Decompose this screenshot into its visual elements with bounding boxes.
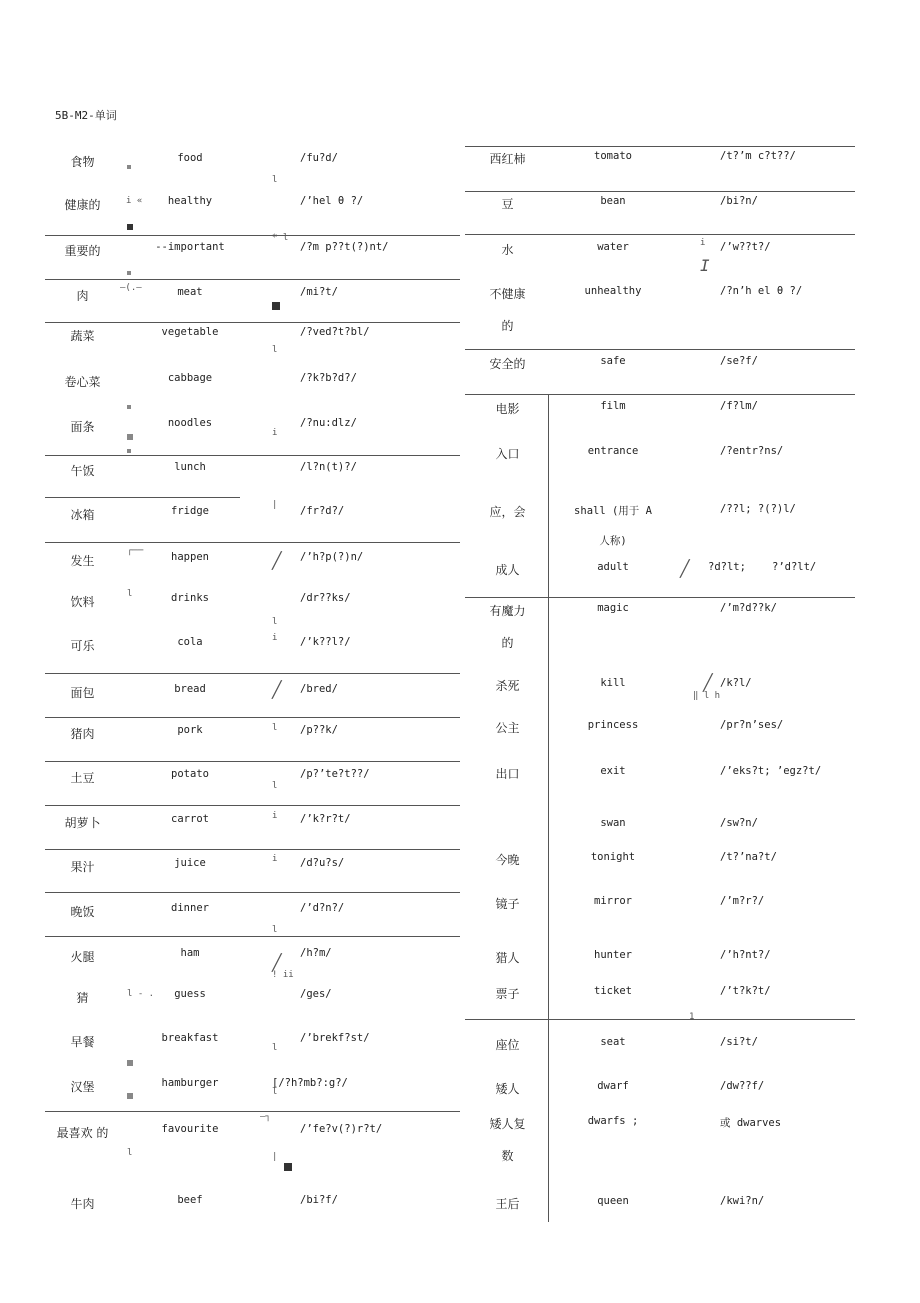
scan-mark: l: [272, 175, 278, 185]
vocab-phonetic: /fu?d/: [300, 152, 338, 164]
scan-mark: l: [272, 781, 278, 791]
vocab-chinese: 杀死: [495, 679, 520, 693]
vocab-chinese: 胡萝卜: [64, 816, 101, 830]
vocab-english: seat: [600, 1036, 626, 1048]
divider: [548, 597, 549, 1222]
vocab-english: vegetable: [161, 326, 219, 338]
scan-mark: i «: [126, 196, 143, 206]
vocab-english: unhealthy: [584, 285, 642, 297]
scan-mark: l - .: [127, 989, 155, 999]
vocab-phonetic: /’k?r?t/: [300, 813, 351, 825]
vocab-phonetic: /bi?n/: [720, 195, 758, 207]
scan-mark: i: [272, 854, 278, 864]
scan-mark: l: [272, 345, 278, 355]
vocab-chinese-cont: 的: [501, 636, 514, 650]
vocab-chinese: 果汁: [70, 860, 95, 874]
vocab-phonetic: /’hel θ ?/: [300, 195, 364, 207]
vocab-phonetic: /’h?p(?)n/: [300, 551, 364, 563]
vocab-chinese: 午饭: [70, 464, 95, 478]
divider: [45, 892, 460, 893]
vocab-english-cont: 人称): [599, 535, 627, 547]
scan-mark: [127, 224, 133, 230]
vocab-chinese: 有魔力: [489, 604, 526, 618]
scan-mark: [127, 1060, 133, 1066]
vocab-chinese: 猪肉: [70, 727, 95, 741]
vocab-english: potato: [171, 768, 209, 780]
vocab-phonetic: /d?u?s/: [300, 857, 345, 869]
divider: [45, 455, 460, 456]
divider: [465, 1019, 855, 1020]
vocab-chinese: 汉堡: [70, 1080, 95, 1094]
vocab-english: ham: [180, 947, 200, 959]
vocab-chinese: 成人: [495, 563, 520, 577]
scan-mark: [127, 271, 131, 275]
vocab-english: safe: [600, 355, 626, 367]
vocab-english: fridge: [171, 505, 209, 517]
vocab-chinese: 牛肉: [70, 1197, 95, 1211]
vocab-english: queen: [597, 1195, 629, 1207]
vocab-chinese: 应，会: [489, 505, 526, 519]
vocab-phonetic: /se?f/: [720, 355, 758, 367]
divider: [465, 146, 855, 147]
vocab-phonetic: /’k??l?/: [300, 636, 351, 648]
vocab-phonetic: /’m?d??k/: [720, 602, 777, 614]
scan-mark: l: [127, 1148, 133, 1158]
scan-mark: ‖ l h: [693, 691, 721, 701]
vocab-phonetic: /k?l/: [720, 677, 752, 689]
vocab-english: water: [597, 241, 629, 253]
vocab-chinese: 冰箱: [70, 508, 95, 522]
divider: [45, 235, 460, 236]
scan-mark: |: [272, 1152, 278, 1162]
vocab-phonetic: /mi?t/: [300, 286, 338, 298]
vocab-chinese: 发生: [70, 554, 95, 568]
vocab-phonetic: /?nu:dlz/: [300, 417, 357, 429]
vocab-phonetic: /?m p??t(?)nt/: [300, 241, 389, 253]
vocab-chinese-cont: 的: [501, 319, 514, 333]
vocab-chinese: 水: [501, 243, 514, 257]
vocab-phonetic: [/?h?mb?:g?/: [272, 1077, 348, 1089]
vocab-phonetic: /p?’te?t??/: [300, 768, 370, 780]
divider: [45, 761, 460, 762]
scan-mark: —(.—: [120, 283, 142, 293]
vocab-chinese-cont: 数: [501, 1149, 514, 1163]
scan-mark: * l: [272, 233, 289, 243]
vocab-english: carrot: [171, 813, 209, 825]
vocab-phonetic: /dr??ks/: [300, 592, 351, 604]
scan-mark: l: [127, 589, 133, 599]
vocab-english: drinks: [171, 592, 209, 604]
vocab-chinese: 重要的: [64, 244, 101, 258]
vocab-english: favourite: [161, 1123, 219, 1135]
scan-mark: [127, 405, 131, 409]
vocab-chinese: 矮人: [495, 1082, 520, 1096]
scan-mark: i: [700, 238, 706, 248]
vocab-chinese: 电影: [495, 402, 520, 416]
vocab-phonetic: /sw?n/: [720, 817, 758, 829]
scan-mark: ╱: [272, 680, 282, 699]
scan-mark: l: [272, 617, 278, 627]
vocab-phonetic: /ges/: [300, 988, 332, 1000]
divider: [45, 279, 460, 280]
vocab-phonetic: /’d?n?/: [300, 902, 345, 914]
divider: [45, 849, 460, 850]
vocab-chinese: 西红柿: [489, 152, 526, 166]
vocab-chinese: 面包: [70, 686, 95, 700]
scan-mark: ! ii: [272, 970, 294, 980]
vocab-phonetic: /’h?nt?/: [720, 949, 771, 961]
scan-mark: ╱: [272, 953, 282, 972]
vocab-english: magic: [597, 602, 629, 614]
vocab-english: happen: [171, 551, 209, 563]
vocab-phonetic: /??l; ?(?)l/: [720, 503, 796, 515]
page-title: 5B-M2-单词: [55, 109, 117, 122]
vocab-chinese: 面条: [70, 420, 95, 434]
vocab-chinese: 火腿: [70, 950, 95, 964]
vocab-english: adult: [597, 561, 629, 573]
vocab-phonetic: /si?t/: [720, 1036, 758, 1048]
vocab-english: tonight: [590, 851, 636, 863]
vocab-chinese: 王后: [495, 1197, 520, 1211]
vocab-phonetic: /dw??f/: [720, 1080, 765, 1092]
scan-mark: ┌──: [127, 546, 144, 556]
scan-mark: 1: [689, 1012, 695, 1022]
scan-mark: l: [272, 1087, 278, 1097]
vocab-english: food: [177, 152, 203, 164]
divider: [45, 322, 460, 323]
scan-mark: i: [272, 811, 278, 821]
scan-mark: [127, 165, 131, 169]
vocab-phonetic: /’t?k?t/: [720, 985, 771, 997]
vocab-chinese: 饮料: [70, 595, 95, 609]
vocab-chinese: 最喜欢 的: [56, 1126, 109, 1140]
vocab-english: swan: [600, 817, 626, 829]
vocab-phonetic: /?entr?ns/: [720, 445, 784, 457]
vocab-chinese: 猎人: [495, 951, 520, 965]
vocab-phonetic: /fr?d?/: [300, 505, 345, 517]
scan-mark: l: [272, 1043, 278, 1053]
vocab-chinese: 出口: [495, 767, 520, 781]
vocab-english: dinner: [171, 902, 209, 914]
vocab-english: exit: [600, 765, 626, 777]
scan-mark: i: [272, 633, 278, 643]
divider: [45, 936, 460, 937]
scan-mark: l: [272, 925, 278, 935]
vocab-phonetic: /?ved?t?bl/: [300, 326, 370, 338]
vocab-english: ticket: [594, 985, 632, 997]
vocab-chinese: 公主: [495, 721, 520, 735]
vocab-english: healthy: [167, 195, 213, 207]
scan-mark: ╱: [703, 673, 713, 692]
vocab-chinese: 食物: [70, 155, 95, 169]
vocab-english: cola: [177, 636, 203, 648]
scan-mark: |: [272, 500, 278, 510]
vocab-phonetic: /t?’na?t/: [720, 851, 777, 863]
vocab-phonetic: /bi?f/: [300, 1194, 338, 1206]
vocab-chinese: 安全的: [489, 357, 526, 371]
vocab-phonetic: /’fe?v(?)r?t/: [300, 1123, 383, 1135]
vocab-english: juice: [174, 857, 206, 869]
vocab-chinese: 可乐: [70, 639, 95, 653]
vocab-chinese: 镜子: [495, 897, 520, 911]
vocab-phonetic: /p??k/: [300, 724, 338, 736]
vocab-english: dwarf: [597, 1080, 629, 1092]
vocab-phonetic: /?n’h el θ ?/: [720, 285, 803, 297]
vocab-english: tomato: [594, 150, 632, 162]
vocab-english: princess: [587, 719, 639, 731]
vocab-chinese: 晚饭: [70, 905, 95, 919]
vocab-english: pork: [177, 724, 203, 736]
vocab-chinese: 蔬菜: [70, 329, 95, 343]
vocab-phonetic: /l?n(t)?/: [300, 461, 357, 473]
vocab-chinese: 票子: [495, 987, 520, 1001]
vocab-phonetic: /’w??t?/: [720, 241, 771, 253]
divider: [45, 805, 460, 806]
vocab-english: meat: [177, 286, 203, 298]
vocab-english: bread: [174, 683, 206, 695]
vocab-english: hamburger: [161, 1077, 219, 1089]
scan-mark: i: [272, 428, 278, 438]
vocab-phonetic: /kwi?n/: [720, 1195, 765, 1207]
vocab-english: lunch: [174, 461, 206, 473]
scan-mark: [127, 434, 133, 440]
vocab-english: shall (用于 A: [574, 505, 652, 517]
divider: [45, 542, 460, 543]
scan-mark: [127, 1093, 133, 1099]
vocab-phonetic: /f?lm/: [720, 400, 758, 412]
vocab-english: breakfast: [161, 1032, 219, 1044]
scan-mark: ╱: [272, 551, 282, 570]
scan-mark: [127, 449, 131, 453]
vocab-phonetic: /bred/: [300, 683, 338, 695]
divider: [45, 673, 460, 674]
vocab-english: beef: [177, 1194, 203, 1206]
vocab-chinese: 健康的: [64, 198, 101, 212]
vocab-chinese: 猜: [76, 991, 89, 1005]
divider: [465, 597, 855, 598]
divider: [465, 191, 855, 192]
vocab-chinese: 早餐: [70, 1035, 95, 1049]
vocab-chinese: 不健康: [489, 287, 526, 301]
vocab-phonetic: /?k?b?d?/: [300, 372, 357, 384]
vocab-phonetic: /’brekf?st/: [300, 1032, 370, 1044]
vocab-english: entrance: [587, 445, 639, 457]
divider: [465, 349, 855, 350]
scan-mark: —┐: [260, 1112, 271, 1122]
vocab-chinese: 入口: [495, 447, 520, 461]
scan-mark: l: [272, 723, 278, 733]
vocab-phonetic: /t?’m c?t??/: [720, 150, 796, 162]
vocab-phonetic: ?d?lt;: [708, 561, 746, 573]
scan-mark: [272, 302, 280, 310]
vocab-chinese: 豆: [501, 197, 514, 211]
vocab-phonetic: /’eks?t; ’egz?t/: [720, 765, 822, 777]
vocab-english: kill: [600, 677, 626, 689]
vocab-english: mirror: [594, 895, 632, 907]
scan-mark: ╱: [680, 559, 690, 578]
divider: [45, 497, 240, 498]
vocab-phonetic: /pr?n’ses/: [720, 719, 784, 731]
vocab-chinese: 卷心菜: [64, 375, 101, 389]
vocab-english: film: [600, 400, 626, 412]
vocab-english: cabbage: [167, 372, 213, 384]
vocab-chinese: 肉: [76, 289, 89, 303]
divider: [548, 394, 549, 597]
scan-mark: I: [700, 256, 710, 275]
vocab-english: --important: [155, 241, 225, 253]
vocab-english: noodles: [167, 417, 213, 429]
divider: [465, 234, 855, 235]
vocab-phonetic: /h?m/: [300, 947, 332, 959]
scan-mark: [284, 1163, 292, 1171]
vocab-phonetic: /’m?r?/: [720, 895, 765, 907]
vocab-english: dwarfs ;: [587, 1115, 639, 1127]
vocab-phonetic: 或 dwarves: [720, 1117, 782, 1129]
vocab-chinese: 土豆: [70, 771, 95, 785]
divider: [45, 1111, 460, 1112]
vocab-chinese: 今晚: [495, 853, 520, 867]
vocab-english: hunter: [594, 949, 632, 961]
divider: [465, 394, 855, 395]
vocab-chinese: 矮人复: [489, 1117, 526, 1131]
vocab-chinese: 座位: [495, 1038, 520, 1052]
vocab-english: guess: [174, 988, 206, 1000]
divider: [45, 717, 460, 718]
vocab-english: bean: [600, 195, 626, 207]
vocab-phonetic-cont: ?’d?lt/: [772, 561, 817, 573]
